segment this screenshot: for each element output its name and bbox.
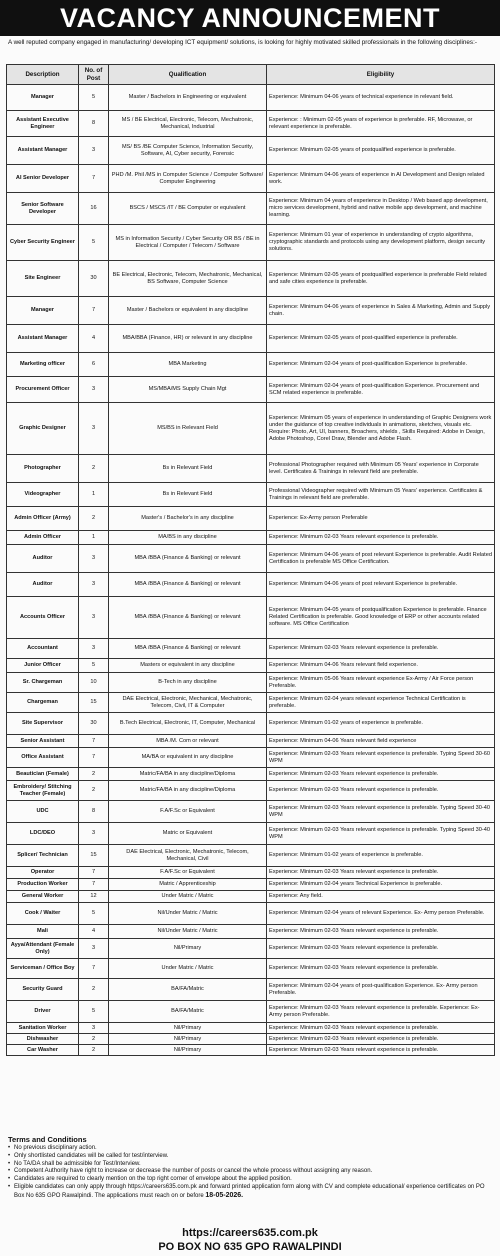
cell-no-of-post: 12 xyxy=(79,891,109,903)
cell-qualification: B.Tech Electrical, Electronic, IT, Computer, Mechanical xyxy=(109,713,267,735)
cell-eligibility: Experience: Minimum 05-06 Years relevant experience Ex-Army / Air Force person Preferable. xyxy=(267,673,495,693)
cell-description: General Worker xyxy=(7,891,79,903)
table-row xyxy=(7,673,495,693)
cell-no-of-post: 8 xyxy=(79,801,109,823)
footer xyxy=(0,1226,500,1254)
cell-eligibility: Experience: Minimum 04-05 years of postqualification Experience is preferable. Finance Related Certification is preferable. Good knowledge of ERP or other accounts related software. MS Office Certification xyxy=(267,597,495,639)
terms-item: • No previous disciplinary action. xyxy=(8,1145,494,1153)
cell-description: Procurement Officer xyxy=(7,377,79,403)
table-row xyxy=(7,403,495,455)
cell-no-of-post: 3 xyxy=(79,137,109,165)
terms-list xyxy=(8,1145,494,1201)
cell-description: Cyber Security Engineer xyxy=(7,225,79,261)
table-row xyxy=(7,823,495,845)
cell-eligibility: Experience: Minimum 02-03 Years relevant experience is preferable. xyxy=(267,1045,495,1056)
cell-description: Site Engineer xyxy=(7,261,79,297)
cell-description: Assistant Executive Engineer xyxy=(7,111,79,137)
cell-no-of-post: 5 xyxy=(79,903,109,925)
cell-description: Senior Assistant xyxy=(7,735,79,748)
cell-no-of-post: 3 xyxy=(79,639,109,659)
cell-no-of-post: 3 xyxy=(79,573,109,597)
cell-qualification: MS/MBA/MS Supply Chain Mgt xyxy=(109,377,267,403)
cell-no-of-post: 3 xyxy=(79,403,109,455)
cell-qualification: BSCS / MSCS /IT / BE Computer or equivalent xyxy=(109,193,267,225)
cell-qualification: MS/BS in Relevant Field xyxy=(109,403,267,455)
cell-description: LDC/DEO xyxy=(7,823,79,845)
cell-no-of-post: 2 xyxy=(79,768,109,781)
table-row xyxy=(7,939,495,959)
cell-no-of-post: 3 xyxy=(79,823,109,845)
table-row xyxy=(7,531,495,545)
announcement-banner xyxy=(0,0,500,36)
cell-description: Manager xyxy=(7,85,79,111)
cell-eligibility: Experience: Minimum 02-03 Years relevant experience is preferable. Typing Speed 30-60 WPM xyxy=(267,748,495,768)
cell-qualification: F.A/F.Sc or Equivalent xyxy=(109,867,267,879)
cell-no-of-post: 10 xyxy=(79,673,109,693)
cell-eligibility: Experience: Minimum 02-04 years of post-qualification Experience. Procurement and SCM related experience is preferable. xyxy=(267,377,495,403)
cell-description: Senior Software Developer xyxy=(7,193,79,225)
cell-eligibility: Professional Videographer required with Minimum 05 Years' experience. Certificates & Trainings in relevant field are preferable. xyxy=(267,483,495,507)
cell-eligibility: Experience: Minimum 02-04 years of post-qualification Experience. Ex- Army person Preferable. xyxy=(267,979,495,1001)
cell-description: Ayya/Attendant (Female Only) xyxy=(7,939,79,959)
cell-no-of-post: 2 xyxy=(79,1034,109,1045)
cell-qualification: MS / BE Electrical, Electronic, Telecom, Mechatronic, Mechanical, Industrial xyxy=(109,111,267,137)
cell-no-of-post: 30 xyxy=(79,713,109,735)
cell-description: Admin Officer xyxy=(7,531,79,545)
cell-eligibility: Experience: Minimum 04-06 years of post relevant Experience is preferable. Audit Related Certification is preferable MS Office Certification. xyxy=(267,545,495,573)
cell-description: Embroidery/ Stitching Teacher (Female) xyxy=(7,781,79,801)
table-row xyxy=(7,225,495,261)
cell-eligibility: Experience: Minimum 04-06 Years relevant field experience xyxy=(267,735,495,748)
table-row xyxy=(7,165,495,193)
cell-no-of-post: 4 xyxy=(79,925,109,939)
cell-eligibility: Experience: Minimum 02-03 Years relevant experience is preferable. xyxy=(267,959,495,979)
table-row xyxy=(7,693,495,713)
cell-description: Videographer xyxy=(7,483,79,507)
table-row xyxy=(7,297,495,325)
cell-eligibility: Experience: : Minimum 02-05 years of experience is preferable. RF, Microwave, or relevant experience is preferable. xyxy=(267,111,495,137)
cell-eligibility: Experience: Minimum 04-06 Years relevant field experience. xyxy=(267,659,495,673)
cell-qualification: Matric/FA/BA in any discipline/Diploma xyxy=(109,781,267,801)
cell-qualification: Master / Bachelors in Engineering or equivalent xyxy=(109,85,267,111)
cell-no-of-post: 4 xyxy=(79,325,109,353)
cell-qualification: MS in Information Security / Cyber Security OR BS / BE in Electrical / Computer / Telecom / Software xyxy=(109,225,267,261)
table-row xyxy=(7,597,495,639)
table-row xyxy=(7,1001,495,1023)
table-row xyxy=(7,925,495,939)
cell-description: Marketing officer xyxy=(7,353,79,377)
header-description: Description xyxy=(7,65,79,85)
cell-description: Accounts Officer xyxy=(7,597,79,639)
table-row xyxy=(7,879,495,891)
cell-qualification: B-Tech in any discipline xyxy=(109,673,267,693)
table-row xyxy=(7,891,495,903)
cell-qualification: Nil/Primary xyxy=(109,1034,267,1045)
cell-no-of-post: 3 xyxy=(79,1023,109,1034)
cell-description: Security Guard xyxy=(7,979,79,1001)
table-row xyxy=(7,768,495,781)
cell-qualification: Matric / Apprenticeship xyxy=(109,879,267,891)
cell-no-of-post: 3 xyxy=(79,377,109,403)
cell-eligibility: Experience: Minimum 02-04 years Technical Experience is preferable. xyxy=(267,879,495,891)
cell-eligibility: Experience: Ex-Army person Preferable xyxy=(267,507,495,531)
cell-description: Mali xyxy=(7,925,79,939)
cell-description: Admin Officer (Army) xyxy=(7,507,79,531)
vacancy-table-body xyxy=(7,85,495,1056)
cell-qualification: BA/FA/Matric xyxy=(109,979,267,1001)
cell-eligibility: Experience: Minimum 02-04 years of post-qualification Experience is preferable. xyxy=(267,353,495,377)
header-eligibility: Eligibility xyxy=(267,65,495,85)
cell-eligibility: Experience: Minimum 02-03 Years relevant experience is preferable. xyxy=(267,639,495,659)
terms-item: • Only shortlisted candidates will be called for test/interview. xyxy=(8,1153,494,1161)
cell-no-of-post: 16 xyxy=(79,193,109,225)
cell-no-of-post: 2 xyxy=(79,507,109,531)
cell-qualification: MA/BS in any discipline xyxy=(109,531,267,545)
cell-qualification: MA/BA or equivalent in any discipline xyxy=(109,748,267,768)
cell-description: Auditor xyxy=(7,545,79,573)
postal-address: PO BOX NO 635 GPO RAWALPINDI xyxy=(158,1241,342,1253)
cell-no-of-post: 5 xyxy=(79,85,109,111)
cell-description: Serviceman / Office Boy xyxy=(7,959,79,979)
cell-eligibility: Experience: Minimum 02-03 Years relevant experience is preferable. xyxy=(267,1034,495,1045)
cell-eligibility: Experience: Minimum 02-05 years of postqualified experience is preferable. xyxy=(267,137,495,165)
cell-no-of-post: 8 xyxy=(79,111,109,137)
cell-description: Assistant Manager xyxy=(7,325,79,353)
cell-description: Sr. Chargeman xyxy=(7,673,79,693)
table-row xyxy=(7,353,495,377)
table-row xyxy=(7,137,495,165)
table-row xyxy=(7,545,495,573)
cell-qualification: Master's / Bachelor's in any discipline xyxy=(109,507,267,531)
table-row xyxy=(7,639,495,659)
cell-eligibility: Experience: Minimum 04-06 years of technical experience in relevant field. xyxy=(267,85,495,111)
table-row xyxy=(7,193,495,225)
table-row xyxy=(7,1023,495,1034)
cell-eligibility: Experience: Minimum 02-03 Years relevant experience is preferable. xyxy=(267,925,495,939)
cell-qualification: Nil/Primary xyxy=(109,939,267,959)
cell-eligibility: Experience: Minimum 02-04 years of relevant Experience. Ex- Army person Preferable. xyxy=(267,903,495,925)
table-row xyxy=(7,1045,495,1056)
cell-no-of-post: 7 xyxy=(79,748,109,768)
cell-no-of-post: 2 xyxy=(79,1045,109,1056)
cell-no-of-post: 15 xyxy=(79,693,109,713)
cell-no-of-post: 3 xyxy=(79,545,109,573)
cell-qualification: Bs in Relevant Field xyxy=(109,455,267,483)
cell-eligibility: Experience: Minimum 01-02 years of experience is preferable. xyxy=(267,845,495,867)
cell-qualification: Under Matric / Matric xyxy=(109,959,267,979)
cell-eligibility: Experience: Minimum 04 years of experience in Desktop / Web based app development, micro services development, hybrid and native mobile app development, and machine learning. xyxy=(267,193,495,225)
terms-item: • Candidates are required to clearly mention on the top right corner of envelope about the applied position. xyxy=(8,1176,494,1184)
cell-qualification: Matric/FA/BA in any discipline/Diploma xyxy=(109,768,267,781)
cell-no-of-post: 6 xyxy=(79,353,109,377)
cell-qualification: Nil/Under Matric / Matric xyxy=(109,925,267,939)
cell-eligibility: Experience: Minimum 02-03 Years relevant experience is preferable. xyxy=(267,768,495,781)
cell-no-of-post: 5 xyxy=(79,225,109,261)
cell-description: Car Washer xyxy=(7,1045,79,1056)
header-qualification: Qualification xyxy=(109,65,267,85)
cell-no-of-post: 7 xyxy=(79,867,109,879)
cell-eligibility: Experience: Minimum 04-06 years of experience in Sales & Marketing, Admin and Supply chain. xyxy=(267,297,495,325)
cell-no-of-post: 1 xyxy=(79,531,109,545)
cell-qualification: BE Electrical, Electronic, Telecom, Mechatronic, Mechanical, BS Software, Computer Science xyxy=(109,261,267,297)
careers-website-link[interactable]: https://careers635.com.pk xyxy=(182,1227,318,1239)
cell-qualification: MBA/BBA (Finance, HR) or relevant in any discipline xyxy=(109,325,267,353)
terms-item: • Competent Authority have right to increase or decrease the number of posts or cancel the whole process without assigning any reason. xyxy=(8,1168,494,1176)
cell-eligibility: Experience: Minimum 02-03 Years relevant experience is preferable. Typing Speed 30-40 WPM xyxy=(267,823,495,845)
table-row xyxy=(7,713,495,735)
table-header-row xyxy=(7,65,495,85)
cell-no-of-post: 2 xyxy=(79,455,109,483)
cell-qualification: MBA /BBA (Finance & Banking) or relevant xyxy=(109,573,267,597)
cell-eligibility: Experience: Minimum 02-05 years of post-qualified experience is preferable. xyxy=(267,325,495,353)
cell-eligibility: Experience: Minimum 04-06 years of post relevant Experience is preferable. xyxy=(267,573,495,597)
vacancy-table xyxy=(6,64,495,1056)
cell-no-of-post: 5 xyxy=(79,659,109,673)
cell-qualification: Matric or Equivalent xyxy=(109,823,267,845)
cell-qualification: MBA Marketing xyxy=(109,353,267,377)
cell-no-of-post: 7 xyxy=(79,879,109,891)
cell-description: Photographer xyxy=(7,455,79,483)
table-row xyxy=(7,573,495,597)
cell-eligibility: Experience: Minimum 02-03 Years relevant experience is preferable. xyxy=(267,939,495,959)
cell-eligibility: Experience: Minimum 02-03 Years relevant experience is preferable. xyxy=(267,781,495,801)
cell-qualification: DAE Electrical, Electronic, Mechanical, Mechatronic, Telecom, Civil, IT & Computer xyxy=(109,693,267,713)
cell-eligibility: Experience: Any field. xyxy=(267,891,495,903)
cell-description: Office Assistant xyxy=(7,748,79,768)
cell-eligibility: Experience: Minimum 02-03 Years relevant experience is preferable. xyxy=(267,531,495,545)
table-row xyxy=(7,781,495,801)
cell-qualification: MBA /BBA (Finance & Banking) or relevant xyxy=(109,597,267,639)
cell-qualification: MBA /BBA (Finance & Banking) or relevant xyxy=(109,545,267,573)
cell-no-of-post: 5 xyxy=(79,1001,109,1023)
cell-eligibility: Experience: Minimum 02-05 years of postqualified experience is preferable Field related and safe cities experience is preferable. xyxy=(267,261,495,297)
cell-no-of-post: 30 xyxy=(79,261,109,297)
apply-instructions: Eligible candidates can only apply through https://careers635.com.pk and forward printed application form along with CV and complete educational/ experience certificates on PO Box No 635 GPO Rawalpindi. The applications must reach on or before xyxy=(14,1183,485,1199)
cell-qualification: F.A/F.Sc or Equivalent xyxy=(109,801,267,823)
cell-qualification: Nil/Primary xyxy=(109,1045,267,1056)
cell-qualification: Masters or equivalent in any discipline xyxy=(109,659,267,673)
table-row xyxy=(7,261,495,297)
cell-qualification: DAE Electrical, Electronic, Mechatronic, Telecom, Mechanical, Civil xyxy=(109,845,267,867)
cell-description: Accountant xyxy=(7,639,79,659)
table-row xyxy=(7,111,495,137)
cell-no-of-post: 3 xyxy=(79,939,109,959)
cell-no-of-post: 15 xyxy=(79,845,109,867)
table-row xyxy=(7,867,495,879)
table-row xyxy=(7,979,495,1001)
table-row xyxy=(7,85,495,111)
cell-eligibility: Experience: Minimum 04-06 years of experience in AI Development and Design related work. xyxy=(267,165,495,193)
table-row xyxy=(7,659,495,673)
table-row xyxy=(7,959,495,979)
table-row xyxy=(7,845,495,867)
cell-description: Operator xyxy=(7,867,79,879)
cell-description: Beautician (Female) xyxy=(7,768,79,781)
last-date: 18-05-2026. xyxy=(205,1191,244,1199)
cell-description: Dishwasher xyxy=(7,1034,79,1045)
cell-eligibility: Experience: Minimum 02-03 Years relevant experience is preferable. xyxy=(267,867,495,879)
cell-description: Auditor xyxy=(7,573,79,597)
table-row xyxy=(7,735,495,748)
cell-qualification: PHD /M. Phil /MS in Computer Science / Computer Software/ Computer Engineering xyxy=(109,165,267,193)
table-row xyxy=(7,377,495,403)
cell-description: Production Worker xyxy=(7,879,79,891)
cell-qualification: Under Matric / Matric xyxy=(109,891,267,903)
cell-no-of-post: 3 xyxy=(79,597,109,639)
cell-description: Graphic Designer xyxy=(7,403,79,455)
cell-eligibility: Experience: Minimum 02-03 Years relevant experience is preferable. xyxy=(267,1023,495,1034)
cell-eligibility: Professional Photographer required with Minimum 05 Years' experience in Corporate level. Certificates & Trainings in relevant field are preferable. xyxy=(267,455,495,483)
cell-qualification: MS/ BS /BE Computer Science, Information Security, Software, AI, Cyber security, Forensic xyxy=(109,137,267,165)
table-row xyxy=(7,507,495,531)
cell-eligibility: Experience: Minimum 02-03 Years relevant experience is preferable. Typing Speed 30-40 WPM xyxy=(267,801,495,823)
cell-qualification: MBA /M. Com or relevant xyxy=(109,735,267,748)
cell-description: Driver xyxy=(7,1001,79,1023)
cell-qualification: Bs in Relevant Field xyxy=(109,483,267,507)
terms-title: Terms and Conditions xyxy=(8,1135,87,1144)
cell-no-of-post: 2 xyxy=(79,781,109,801)
table-row xyxy=(7,903,495,925)
terms-and-conditions xyxy=(8,1135,494,1201)
cell-description: Chargeman xyxy=(7,693,79,713)
cell-qualification: BA/FA/Matric xyxy=(109,1001,267,1023)
cell-qualification: Nil/Primary xyxy=(109,1023,267,1034)
cell-eligibility: Experience: Minimum 02-04 years relevant experience Technical Certification is preferable. xyxy=(267,693,495,713)
cell-eligibility: Experience: Minimum 02-03 Years relevant experience is preferable. Experience: Ex- Army person Preferable. xyxy=(267,1001,495,1023)
cell-description: Sanitation Worker xyxy=(7,1023,79,1034)
cell-description: Assistant Manager xyxy=(7,137,79,165)
cell-qualification: MBA /BBA (Finance & Banking) or relevant xyxy=(109,639,267,659)
cell-no-of-post: 7 xyxy=(79,959,109,979)
cell-eligibility: Experience: Minimum 01 year of experience in understanding of crypto algorithms, cryptographic standards and protocols using any development platform, design security solutions. xyxy=(267,225,495,261)
cell-no-of-post: 2 xyxy=(79,979,109,1001)
table-row xyxy=(7,1034,495,1045)
table-row xyxy=(7,483,495,507)
cell-no-of-post: 7 xyxy=(79,297,109,325)
cell-qualification: Master / Bachelors or equivalent in any discipline xyxy=(109,297,267,325)
cell-no-of-post: 1 xyxy=(79,483,109,507)
cell-eligibility: Experience: Minimum 05 years of experience in understanding of Graphic Designers work under the guidance of top creative individuals in animations, sketches, visuals etc. Require: Photo, Art, UI, banners, Broachers, shields , Skills Required: Adobe in Design, Adobe Photoshop, Corel Draw, Blender and Adobe Flash. xyxy=(267,403,495,455)
cell-no-of-post: 7 xyxy=(79,735,109,748)
cell-description: AI Senior Developer xyxy=(7,165,79,193)
intro-text: A well reputed company engaged in manufacturing/ developing ICT equipment/ solutions, is looking for highly motivated skilled professionals in the following disciplines:- xyxy=(8,39,477,46)
cell-eligibility: Experience: Minimum 01-02 years of experience is preferable. xyxy=(267,713,495,735)
announcement-title: VACANCY ANNOUNCEMENT xyxy=(59,2,440,33)
header-no-of-post: No. of Post xyxy=(79,65,109,85)
cell-qualification: Nil/Under Matric / Matric xyxy=(109,903,267,925)
table-row xyxy=(7,801,495,823)
cell-description: UDC xyxy=(7,801,79,823)
terms-item-apply xyxy=(8,1184,494,1201)
terms-item: • No TA/DA shall be admissible for Test/Interview. xyxy=(8,1161,494,1169)
cell-description: Cook / Waiter xyxy=(7,903,79,925)
table-row xyxy=(7,748,495,768)
cell-description: Splicer/ Technician xyxy=(7,845,79,867)
cell-description: Junior Officer xyxy=(7,659,79,673)
table-row xyxy=(7,455,495,483)
cell-description: Manager xyxy=(7,297,79,325)
table-row xyxy=(7,325,495,353)
cell-no-of-post: 7 xyxy=(79,165,109,193)
cell-description: Site Supervisor xyxy=(7,713,79,735)
